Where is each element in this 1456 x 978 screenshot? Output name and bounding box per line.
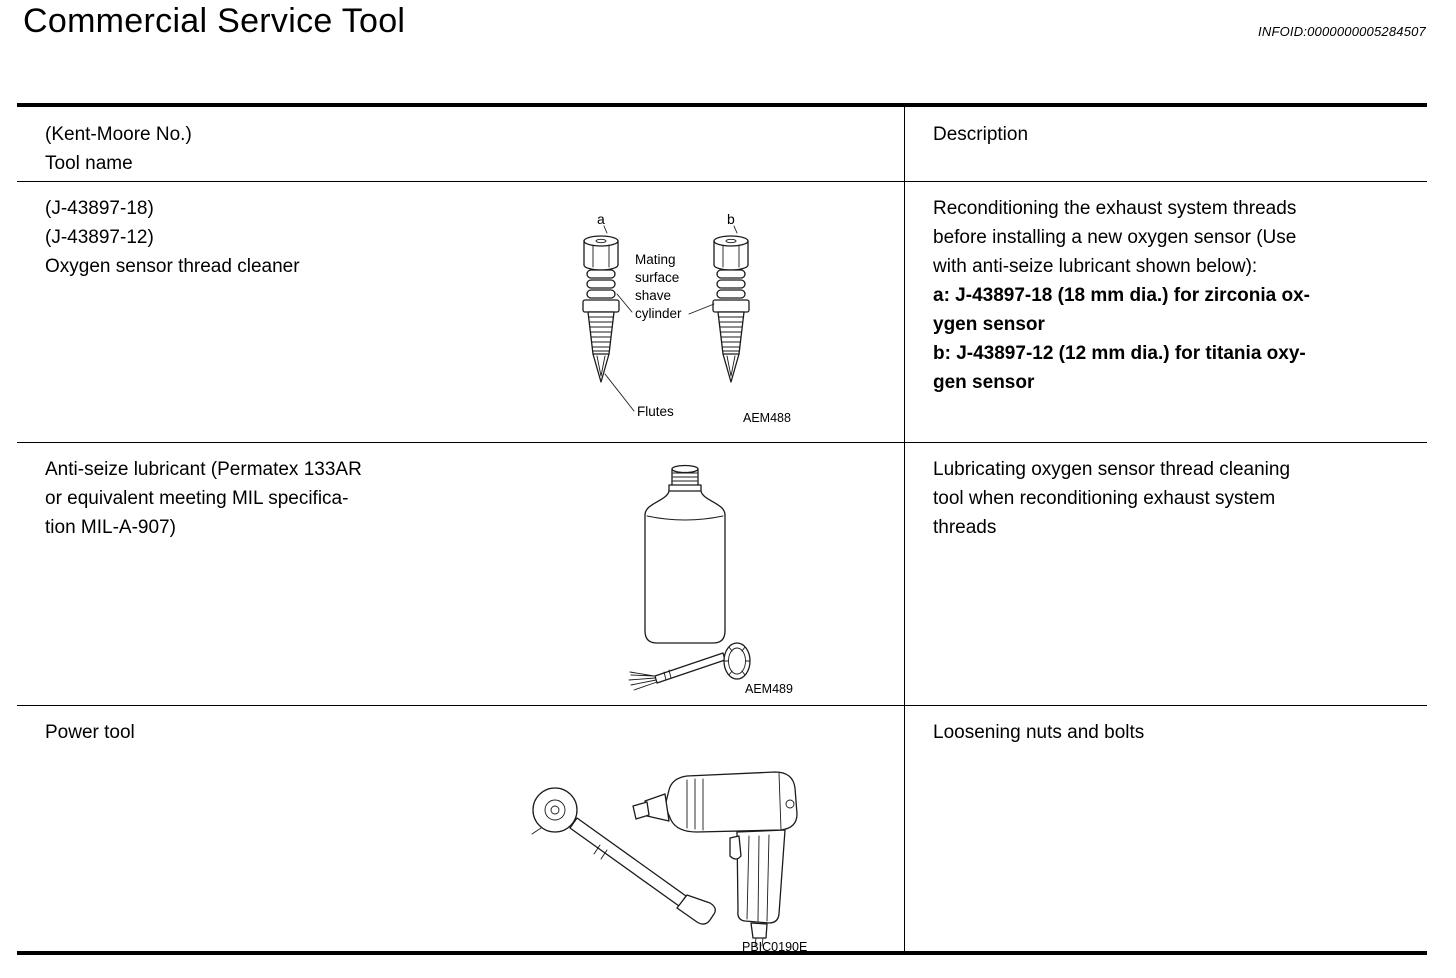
- impact-wrench: [633, 772, 797, 946]
- description-line: with anti-seize lubricant shown below):: [933, 256, 1258, 277]
- figure-label-b: b: [727, 211, 735, 227]
- header-kent-moore-label: (Kent-Moore No.): [45, 124, 192, 145]
- callout-mating-surface-shave-cylinder: [617, 252, 714, 321]
- header-description-label: Description: [933, 124, 1029, 145]
- description-line: Loosening nuts and bolts: [933, 722, 1145, 743]
- description-line: threads: [933, 517, 997, 538]
- desc-cell-thread-cleaner: [905, 182, 1427, 442]
- description-line: Lubricating oxygen sensor thread cleaning: [933, 459, 1291, 480]
- svg-text:surface: surface: [635, 270, 680, 285]
- description-line-bold: b: J-43897-12 (12 mm dia.) for titania oxy-: [933, 343, 1306, 364]
- callout-flutes: [605, 374, 674, 419]
- lubricant-bottle-illustration: [617, 463, 832, 703]
- table-header-row: [17, 107, 1427, 182]
- brush: [629, 643, 750, 690]
- tool-name: tion MIL-A-907): [45, 517, 176, 538]
- tool-number: (J-43897-18): [45, 198, 154, 219]
- desc-cell-anti-seize: [905, 443, 1427, 705]
- tool-name: Anti-seize lubricant (Permatex 133AR: [45, 459, 362, 480]
- figure-code: AEM489: [745, 682, 793, 696]
- svg-text:Mating: Mating: [635, 252, 676, 267]
- figure-code: AEM488: [743, 411, 791, 425]
- description-line-bold: gen sensor: [933, 372, 1035, 393]
- table-row: [17, 706, 1427, 954]
- figure-code: PBIC0190E: [742, 940, 808, 954]
- page-title: Commercial Service Tool: [23, 2, 406, 40]
- description-line: before installing a new oxygen sensor (Use: [933, 227, 1297, 248]
- desc-cell-power-tool: [905, 706, 1427, 951]
- svg-text:cylinder: cylinder: [635, 306, 682, 321]
- tool-name: Oxygen sensor thread cleaner: [45, 256, 300, 277]
- tool-name: Power tool: [45, 722, 135, 743]
- tool-number: (J-43897-12): [45, 227, 154, 248]
- thread-cleaner-b: [713, 236, 749, 382]
- description-line: tool when reconditioning exhaust system: [933, 488, 1276, 509]
- service-tool-table: [17, 103, 1427, 955]
- figure-label-a: a: [597, 211, 605, 227]
- thread-cleaner-a: [583, 236, 619, 382]
- bottle: [645, 466, 725, 644]
- infoid-label: INFOID:0000000005284507: [1258, 24, 1426, 39]
- header-tool-name-label: Tool name: [45, 153, 133, 174]
- description-line-bold: a: J-43897-18 (18 mm dia.) for zirconia ox-: [933, 285, 1310, 306]
- thread-cleaner-illustration: [557, 208, 827, 436]
- table-row: [17, 182, 1427, 443]
- tool-cell-power-tool: [17, 706, 905, 954]
- header-cell-tool-name: [17, 107, 905, 181]
- power-tool-illustration: [497, 744, 837, 954]
- svg-text:Flutes: Flutes: [637, 404, 674, 419]
- svg-text:shave: shave: [635, 288, 672, 303]
- header-cell-description: [905, 107, 1427, 181]
- table-row: [17, 443, 1427, 706]
- description-line-bold: ygen sensor: [933, 314, 1045, 335]
- tool-cell-anti-seize: [17, 443, 905, 705]
- tool-name: or equivalent meeting MIL specifica-: [45, 488, 349, 509]
- tool-cell-thread-cleaner: [17, 182, 905, 442]
- description-line: Reconditioning the exhaust system threads: [933, 198, 1297, 219]
